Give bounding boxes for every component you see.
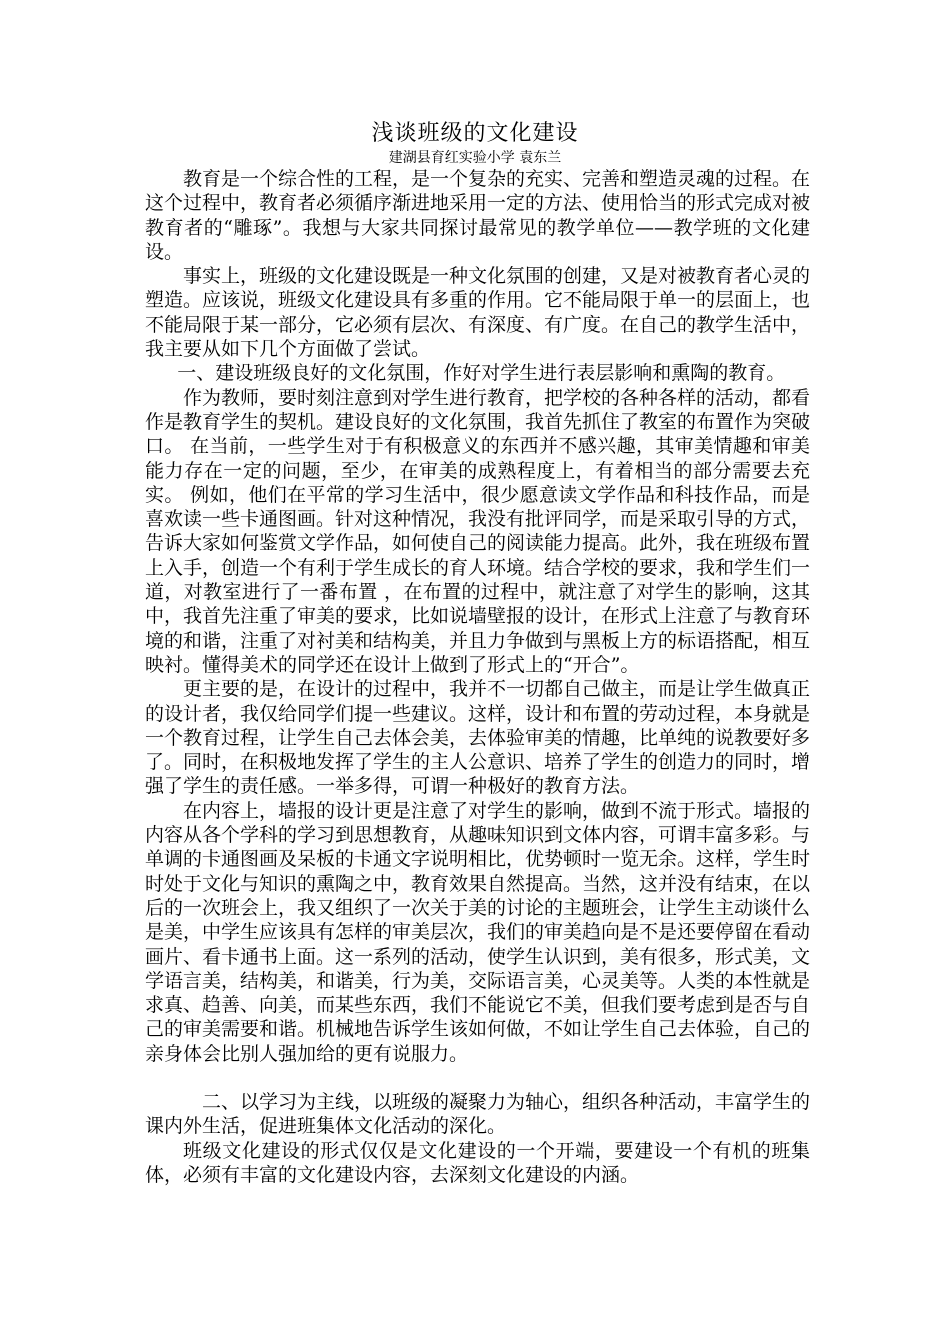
document-body xyxy=(145,167,810,1187)
paragraph-fact: 事实上，班级的文化建设既是一种文化氛围的创建，又是对被教育者心灵的塑造。应该说，班级文化建设具有多重的作用。它不能局限于单一的层面上，也不能局限于某一部分，它必须有层次、有深度、有广度。在自己的教学生活中，我主要从如下几个方面做了尝试。 xyxy=(145,265,811,361)
document-author: 建湖县育红实验小学 袁东兰 xyxy=(388,150,562,166)
document-title: 浅谈班级的文化建设 xyxy=(371,121,579,146)
paragraph-content: 在内容上，墙报的设计更是注意了对学生的影响，做到不流于形式。墙报的内容从各个学科的学习到思想教育，从趣味知识到文体内容，可谓丰富多彩。与单调的卡通图画及呆板的卡通文字说明相比，优势顿时一览无余。这样，学生时时处于文化与知识的熏陶之中，教育效果自然提高。当然，这并没有结束，在以后的一次班会上，我又组织了一次关于美的讨论的主题班会，让学生主动谈什么是美，中学生应该具有怎样的审美层次，我们的审美趋向是不是还要停留在看动画片、看卡通书上面。这一系列的活动，使学生认识到，美有很多，形式美，文学语言美，结构美，和谐美，行为美，交际语言美，心灵美等。人类的本性就是求真、趋善、向美，而某些东西，我们不能说它不美，但我们要考虑到是否与自己的审美需要和谐。机械地告诉学生该如何做，不如让学生自己去体验，自己的亲身体会比别人强加给的更有说服力。 xyxy=(145,799,811,1065)
paragraph-intro: 教育是一个综合性的工程，是一个复杂的充实、完善和塑造灵魂的过程。在这个过程中，教育者必须循序渐进地采用一定的方法、使用恰当的形式完成对被教育者的“雕琢”。我想与大家共同探讨最常见的教学单位——教学班的文化建设。 xyxy=(145,168,811,263)
paragraph-form: 班级文化建设的形式仅仅是文化建设的一个开端，要建设一个有机的班集体，必须有丰富的文化建设内容，去深刻文化建设的内涵。 xyxy=(145,1139,810,1186)
paragraph-teacher: 作为教师，要时刻注意到对学生进行教育，把学校的各种各样的活动，都看作是教育学生的契机。建设良好的文化氛围，我首先抓住了教室的布置作为突破口。 在当前，一些学生对于有积极意义的东西并不感兴趣，其审美情趣和审美能力存在一定的问题，至少，在审美的成熟程度上，有着相当的部分需要去充实。 例如，他们在平常的学习生活中，很少愿意读文学作品和科技作品，而是喜欢读一些卡通图画。针对这种情况，我没有批评同学，而是采取引导的方式，告诉大家如何鉴赏文学作品，如何使自己的阅读能力提高。此外，我在班级布置上入手，创造一个有利于学生成长的育人环境。结合学校的要求，我和学生们一道，对教室进行了一番布置 ，在布置的过程中，就注意了对学生的影响，这其中，我首先注重了审美的要求，比如说墙壁报的设计，在形式上注意了与教育环境的和谐，注重了对衬美和结构美，并且力争做到与黑板上方的标语搭配，相互映衬。懂得美术的同学还在设计上做到了形式上的“开合”。 xyxy=(145,386,811,676)
section-heading-two: 二、以学习为主线，以班级的凝聚力为轴心，组织各种活动，丰富学生的课内外生活，促进班集体文化活动的深化。 xyxy=(145,1090,811,1138)
section-heading-one: 一、建设班级良好的文化氛围，作好对学生进行表层影响和熏陶的教育。 xyxy=(177,362,786,385)
paragraph-design: 更主要的是，在设计的过程中，我并不一切都自己做主，而是让学生做真正的设计者，我仅给同学们提一些建议。这样，设计和布置的劳动过程，本身就是一个教育过程，让学生自己去体会美，去体验审美的情趣，比单纯的说教要好多了。同时，在积极地发挥了学生的主人公意识、培养了学生的创造力的同时，增强了学生的责任感。一举多得，可谓一种极好的教育方法。 xyxy=(145,678,811,798)
